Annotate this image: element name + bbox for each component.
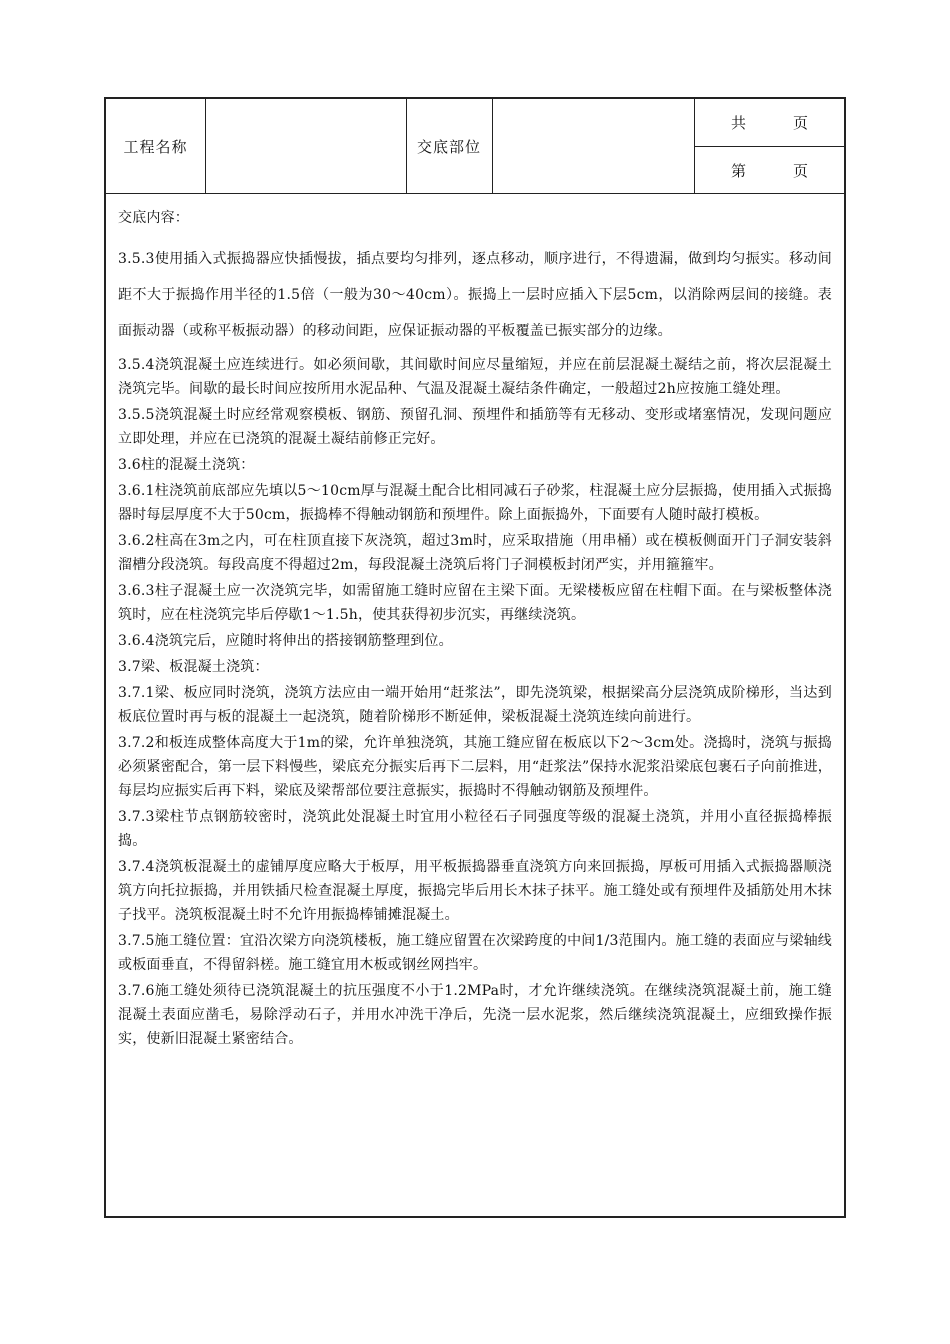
- paragraph: 3.6.3柱子混凝土应一次浇筑完毕，如需留施工缝时应留在主梁下面。无梁楼板应留在柱帽下面。在与梁板整体浇筑时，应在柱浇筑完毕后停歇1～1.5h，使其获得初步沉实，再继续浇筑。: [118, 583, 832, 623]
- paragraph: 3.6.1柱浇筑前底部应先填以5～10cm厚与混凝土配合比相同减石子砂浆，柱混凝土应分层振捣，使用插入式振捣器时每层厚度不大于50cm，振捣棒不得触动钢筋和预埋件。除上面振捣外，下面要有人随时敲打模板。: [118, 483, 832, 523]
- section-heading: 3.7梁、板混凝土浇筑：: [118, 659, 269, 675]
- total-pages-label: 共: [731, 114, 748, 132]
- total-pages-cell: [695, 99, 845, 146]
- paragraph: 3.5.4浇筑混凝土应连续进行。如必须间歇，其间歇时间应尽量缩短，并应在前层混凝土凝结之前，将次层混凝土浇筑完毕。间歇的最长时间应按所用水泥品种、气温及混凝土凝结条件确定，一般超过2h应按施工缝处理。: [118, 357, 832, 397]
- page-number-label: 第: [731, 161, 748, 180]
- paragraph: 3.7.6施工缝处须待已浇筑混凝土的抗压强度不小于1.2MPa时，才允许继续浇筑。在继续浇筑混凝土前，施工缝混凝土表面应凿毛，易除浮动石子，并用水冲洗干净后，先浇一层水泥浆，然后继续浇筑混凝土，应细致操作振实，使新旧混凝土紧密结合。: [118, 983, 832, 1047]
- paragraph: 3.5.5浇筑混凝土时应经常观察模板、钢筋、预留孔洞、预埋件和插筋等有无移动、变形或堵塞情况，发现问题应立即处理，并应在已浇筑的混凝土凝结前修正完好。: [118, 407, 832, 447]
- location-value: [493, 99, 694, 193]
- disclosure-content: [106, 193, 844, 1216]
- paragraph: 3.7.4浇筑板混凝土的虚铺厚度应略大于板厚，用平板振捣器垂直浇筑方向来回振捣，厚板可用插入式振捣器顺浇筑方向托拉振捣，并用铁插尺检查混凝土厚度，振捣完毕后用长木抹子抹平。施工缝处或有预埋件及插筋处用木抹子找平。浇筑板混凝土时不允许用振捣棒铺摊混凝土。: [118, 859, 832, 923]
- paragraph: 3.6.2柱高在3m之内，可在柱顶直接下灰浇筑，超过3m时，应采取措施（用串桶）或在模板侧面开门子洞安装斜溜槽分段浇筑。每段高度不得超过2m，每段混凝土浇筑后将门子洞模板封闭严实，并用箍箍牢。: [118, 533, 832, 573]
- page-number-suffix: 页: [792, 161, 809, 180]
- paragraph: 3.6.4浇筑完后，应随时将伸出的搭接钢筋整理到位。: [118, 633, 453, 649]
- total-pages-suffix: 页: [792, 114, 809, 132]
- section-heading: 3.6柱的混凝土浇筑：: [118, 457, 255, 473]
- header-table: [106, 99, 844, 194]
- location-label: 交底部位: [416, 137, 481, 156]
- project-name-label: 工程名称: [123, 137, 188, 156]
- disclosure-sheet: [104, 97, 846, 1218]
- paragraph: 3.7.3梁柱节点钢筋较密时，浇筑此处混凝土时宜用小粒径石子同强度等级的混凝土浇筑，并用小直径振捣棒振捣。: [118, 809, 832, 849]
- paragraph: 3.7.1梁、板应同时浇筑，浇筑方法应由一端开始用“赶浆法”，即先浇筑梁，根据梁高分层浇筑成阶梯形，当达到板底位置时再与板的混凝土一起浇筑，随着阶梯形不断延伸，梁板混凝土浇筑连续向前进行。: [118, 685, 832, 725]
- paragraph: 3.7.2和板连成整体高度大于1m的梁，允许单独浇筑，其施工缝应留在板底以下2～3cm处。浇捣时，浇筑与振捣必须紧密配合，第一层下料慢些，梁底充分振实后再下二层料，用“赶浆法”保持水泥浆沿梁底包裹石子向前推进，每层均应振实后再下料，梁底及梁帮部位要注意振实，振捣时不得触动钢筋及预埋件。: [118, 735, 832, 799]
- paragraph: 3.7.5施工缝位置：宜沿次梁方向浇筑楼板，施工缝应留置在次梁跨度的中间1/3范围内。施工缝的表面应与梁轴线或板面垂直，不得留斜槎。施工缝宜用木板或钢丝网挡牢。: [118, 933, 832, 973]
- page-number-cell: [695, 147, 845, 193]
- paragraph: 3.5.3使用插入式振捣器应快插慢拔，插点要均匀排列，逐点移动，顺序进行，不得遗漏，做到均匀振实。移动间距不大于振捣作用半径的1.5倍（一般为30～40cm）。振捣上一层时应插入下层5cm，以消除两层间的接缝。表面振动器（或称平板振动器）的移动间距，应保证振动器的平板覆盖已振实部分的边缘。: [118, 251, 832, 339]
- content-label: 交底内容：: [118, 210, 189, 226]
- project-name-value: [206, 99, 406, 193]
